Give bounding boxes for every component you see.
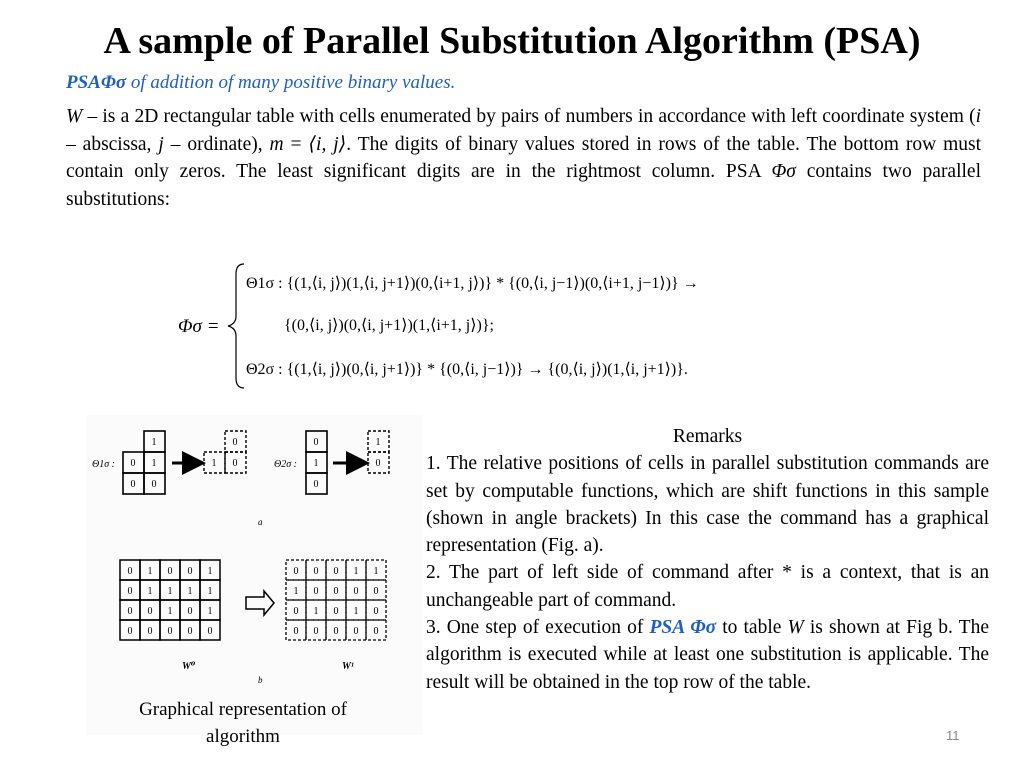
intro-text-4: = bbox=[283, 133, 309, 155]
fig-theta1-right-table bbox=[204, 431, 246, 473]
figure-caption: Graphical representation of algorithm bbox=[139, 699, 347, 747]
grid-cell-value: 1 bbox=[353, 566, 359, 577]
fig-theta1-left-table bbox=[123, 431, 165, 494]
grid-cell-value: 0 bbox=[333, 586, 339, 597]
remark-3-psa: PSA Φσ bbox=[649, 617, 717, 639]
grid-cell-value: 1 bbox=[147, 566, 153, 577]
grid-cell-value: 0 bbox=[313, 586, 319, 597]
cell-value: 0 bbox=[232, 437, 238, 448]
grid-cell-value: 0 bbox=[187, 626, 193, 637]
grid-cell-value: 1 bbox=[167, 606, 173, 617]
cell-value: 0 bbox=[130, 458, 136, 469]
grid-cell-value: 0 bbox=[127, 606, 133, 617]
intro-ij: ⟨i, j⟩ bbox=[308, 133, 347, 155]
cell-value: 0 bbox=[151, 479, 157, 490]
intro-paragraph bbox=[66, 103, 981, 213]
grid-cell-value: 1 bbox=[167, 586, 173, 597]
subtitle-phi: Φσ bbox=[100, 72, 127, 93]
formula-brace bbox=[228, 264, 244, 388]
grid-cell-value: 0 bbox=[313, 566, 319, 577]
remarks bbox=[426, 423, 989, 696]
grid-cell-value: 0 bbox=[353, 586, 359, 597]
grid-cell-value: 1 bbox=[353, 606, 359, 617]
intro-text-1: – is a 2D rectangular table with cells enumerated by pairs of numbers in accordance with left coordinate system ( bbox=[82, 106, 976, 127]
grid-cell-value: 0 bbox=[313, 626, 319, 637]
fig-label-a: a bbox=[258, 517, 263, 527]
grid-cell-value: 1 bbox=[187, 586, 193, 597]
grid-cell-value: 0 bbox=[147, 606, 153, 617]
remark-3-text-b: to table bbox=[716, 617, 788, 639]
subtitle-text: of addition of many positive binary values. bbox=[126, 72, 456, 93]
grid-cell-value: 1 bbox=[207, 566, 213, 577]
grid-cell-value: 0 bbox=[293, 606, 299, 617]
grid-cell-value: 0 bbox=[293, 566, 299, 577]
grid-cell-value: 0 bbox=[167, 566, 173, 577]
cell-value: 0 bbox=[313, 437, 319, 448]
cell-value: 0 bbox=[130, 479, 136, 490]
grid-cell-value: 0 bbox=[333, 606, 339, 617]
grid-cell-value: 1 bbox=[147, 586, 153, 597]
formula-line-1: Θ1σ : {(1,⟨i, j⟩)(1,⟨i, j+1⟩)(0,⟨i+1, j⟩)} * {(0,⟨i, j−1⟩)(0,⟨i+1, j−1⟩)} → bbox=[246, 275, 699, 292]
grid-cell-value: 0 bbox=[167, 626, 173, 637]
grid-cell-value: 0 bbox=[127, 566, 133, 577]
grid-cell-value: 0 bbox=[333, 626, 339, 637]
grid-cell-value: 0 bbox=[147, 626, 153, 637]
fig-w0-table bbox=[120, 560, 220, 640]
cell-value: 0 bbox=[375, 458, 381, 469]
grid-cell-value: 0 bbox=[373, 606, 379, 617]
intro-i: i bbox=[975, 106, 981, 127]
fig-w1-label: W¹ bbox=[342, 661, 354, 672]
grid-cell-value: 0 bbox=[293, 626, 299, 637]
grid-cell-value: 0 bbox=[373, 586, 379, 597]
fig-theta2-left-table bbox=[306, 431, 327, 494]
formula-line-2: {(0,⟨i, j⟩)(0,⟨i, j+1⟩)(1,⟨i+1, j⟩)}; bbox=[284, 317, 494, 334]
grid-cell-value: 0 bbox=[333, 566, 339, 577]
grid-cell-value: 1 bbox=[207, 606, 213, 617]
fig-transform-arrow bbox=[246, 591, 274, 615]
grid-cell-value: 1 bbox=[293, 586, 299, 597]
cell-value: 1 bbox=[313, 458, 319, 469]
fig-theta1-label: Θ1σ : bbox=[92, 459, 115, 470]
remark-3-text-c: is shown at Fig b. The algorithm is executed while at least one substitution is applicable. The result will be obtained in the top row of the table. bbox=[426, 617, 989, 693]
subtitle-psa: PSA bbox=[66, 72, 101, 93]
fig-label-b: b bbox=[258, 675, 263, 685]
fig-w1-table bbox=[286, 560, 386, 640]
formula-line-3: Θ2σ : {(1,⟨i, j⟩)(0,⟨i, j+1⟩)} * {(0,⟨i, j−1⟩)} → {(0,⟨i, j⟩)(1,⟨i, j+1⟩)}. bbox=[246, 361, 688, 378]
grid-cell-value: 1 bbox=[207, 586, 213, 597]
intro-m: m bbox=[269, 133, 284, 155]
intro-text-5: . The digits of binary values stored in rows of the table. The bottom row must contain only zeros. The least significant digits are in the rightmost column. PSA bbox=[66, 133, 981, 182]
intro-j: j bbox=[158, 133, 164, 155]
formula-lhs: Φσ = bbox=[178, 316, 220, 337]
grid-cell-value: 0 bbox=[187, 566, 193, 577]
remarks-title: Remarks bbox=[672, 426, 743, 447]
grid-cell-value: 0 bbox=[353, 626, 359, 637]
cell-value: 1 bbox=[211, 458, 217, 469]
grid-cell-value: 1 bbox=[373, 566, 379, 577]
cell-value: 1 bbox=[151, 458, 157, 469]
remark-1: 1. The relative positions of cells in parallel substitution commands are set by computable functions, which are shift functions in this sample (shown in angle brackets) In this case the command has a graphical representation (Fig. a). bbox=[426, 453, 989, 557]
figure-graphical-representation bbox=[86, 415, 422, 735]
grid-cell-value: 0 bbox=[207, 626, 213, 637]
grid-cell-value: 0 bbox=[373, 626, 379, 637]
grid-cell-value: 0 bbox=[127, 626, 133, 637]
page-number: 11 bbox=[946, 728, 960, 743]
grid-cell-value: 1 bbox=[313, 606, 319, 617]
subtitle bbox=[66, 72, 455, 94]
cell-value: 1 bbox=[375, 437, 381, 448]
cell-value: 1 bbox=[151, 437, 157, 448]
remark-3 bbox=[426, 614, 989, 696]
cell-value: 0 bbox=[313, 479, 319, 490]
formula bbox=[172, 252, 912, 398]
slide-title: A sample of Parallel Substitution Algorithm (PSA) bbox=[103, 20, 921, 62]
grid-cell-value: 0 bbox=[127, 586, 133, 597]
intro-text-3: – ordinate), bbox=[163, 133, 270, 155]
intro-text-6: contains two parallel substitutions: bbox=[66, 161, 981, 210]
grid-cell-value: 0 bbox=[187, 606, 193, 617]
remark-3-w: W bbox=[787, 617, 804, 639]
remark-3-text-a: 3. One step of execution of bbox=[426, 617, 650, 639]
fig-theta2-label: Θ2σ : bbox=[274, 459, 297, 470]
intro-text-2: – abscissa, bbox=[66, 133, 159, 155]
cell-value: 0 bbox=[232, 458, 238, 469]
intro-w: W bbox=[66, 106, 83, 127]
remark-2: 2. The part of left side of command after * is a context, that is an unchangeable part of command. bbox=[426, 562, 989, 611]
intro-phi: Φσ bbox=[771, 161, 796, 182]
fig-w0-label: W⁰ bbox=[182, 661, 196, 672]
